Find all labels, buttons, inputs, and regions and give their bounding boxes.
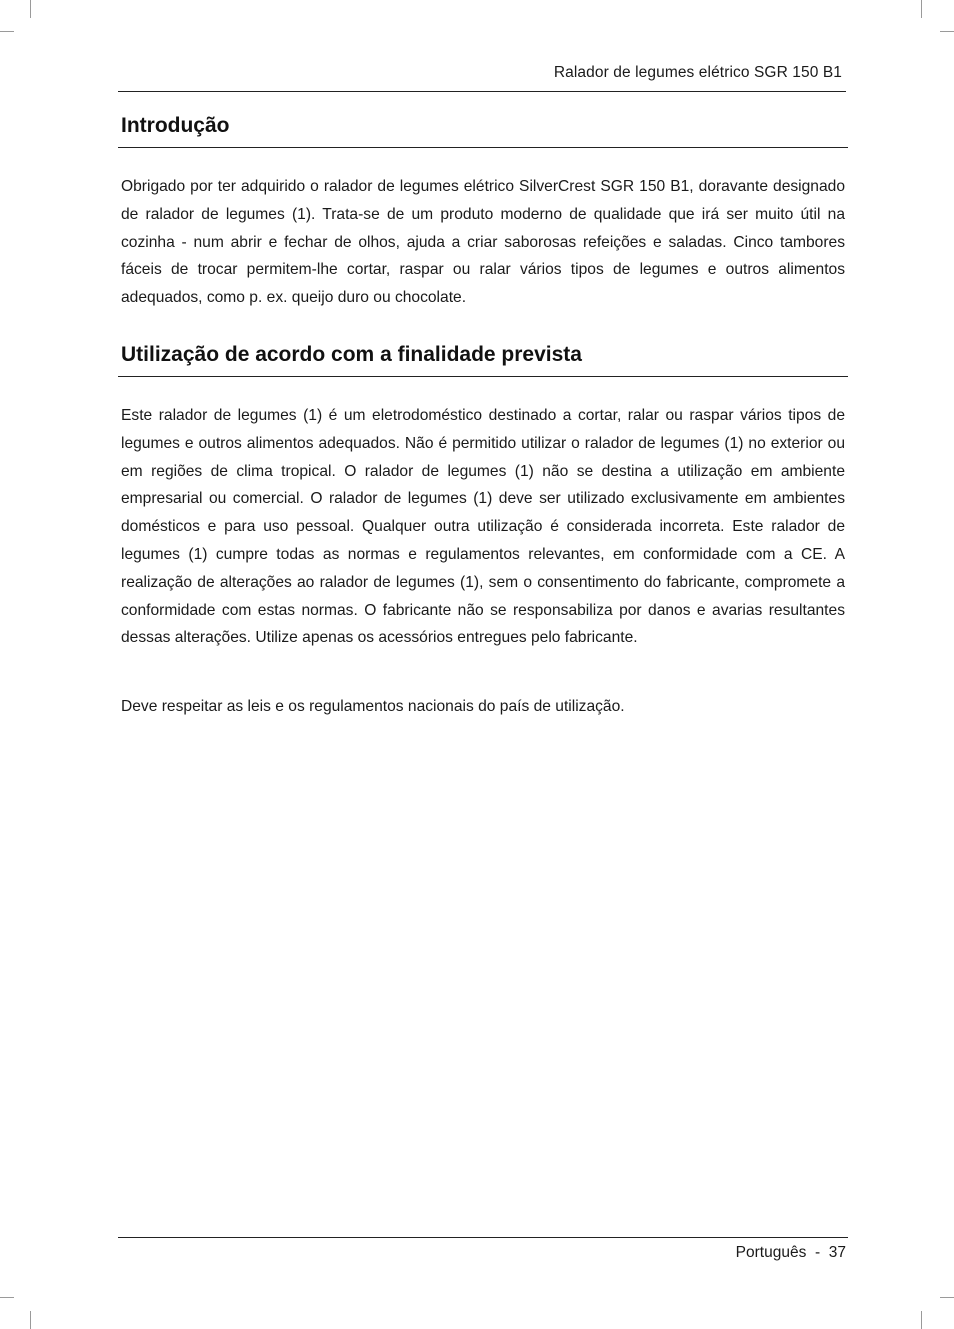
- section-divider: [118, 376, 848, 377]
- crop-mark: [921, 1311, 922, 1329]
- crop-mark: [0, 1297, 14, 1298]
- footer-divider: [118, 1237, 848, 1238]
- header-divider: [118, 91, 846, 92]
- footer-separator: -: [814, 1244, 821, 1261]
- intro-paragraph: Obrigado por ter adquirido o ralador de legumes elétrico SilverCrest SGR 150 B1, doravante designado de ralador de legumes (1). Trata-se de um produto moderno de qualidade que irá ser muito útil na cozinha - num abrir e fechar de olhos, ajuda a criar saborosas refeições e saladas. Cinco tambores fáceis de trocar permitem-lhe cortar, raspar ou ralar vários tipos de legumes e outros alimentos adequados, como p. ex. queijo duro ou chocolate.: [121, 178, 845, 307]
- section-heading-introducao: Introdução: [121, 114, 230, 137]
- running-header: Ralador de legumes elétrico SGR 150 B1: [553, 64, 842, 81]
- usage-paragraph: Este ralador de legumes (1) é um eletrodoméstico destinado a cortar, ralar ou raspar vários tipos de legumes e outros alimentos adequados. Não é permitido utilizar o ralador de legumes (1) no exterior ou em regiões de clima tropical. O ralador de legumes (1) não se destina a utilização em ambiente empresarial ou comercial. O ralador de legumes (1) deve ser utilizado exclusivamente em ambientes domésticos e para uso pessoal. Qualquer outra utilização é considerada incorreta. Este ralador de legumes (1) cumpre todas as normas e regulamentos relevantes, em conformidade com a CE. A realização de alterações ao ralador de legumes (1), sem o consentimento do fabricante, compromete a conformidade com estas normas. O fabricante não se responsabiliza por danos e avarias resultantes dessas alterações. Utilize apenas os acessórios entregues pelo fabricante.: [121, 407, 845, 647]
- crop-mark: [30, 0, 31, 18]
- crop-mark: [30, 1311, 31, 1329]
- section-heading-utilizacao: Utilização de acordo com a finalidade prevista: [121, 343, 582, 366]
- footer-language: Português: [735, 1244, 807, 1261]
- section-divider: [118, 147, 848, 148]
- page-number: 37: [828, 1244, 846, 1261]
- crop-mark: [940, 31, 954, 32]
- crop-mark: [940, 1297, 954, 1298]
- crop-mark: [921, 0, 922, 18]
- page-footer: [736, 1244, 846, 1262]
- crop-mark: [0, 31, 14, 32]
- legal-paragraph: Deve respeitar as leis e os regulamentos nacionais do país de utilização.: [121, 698, 625, 715]
